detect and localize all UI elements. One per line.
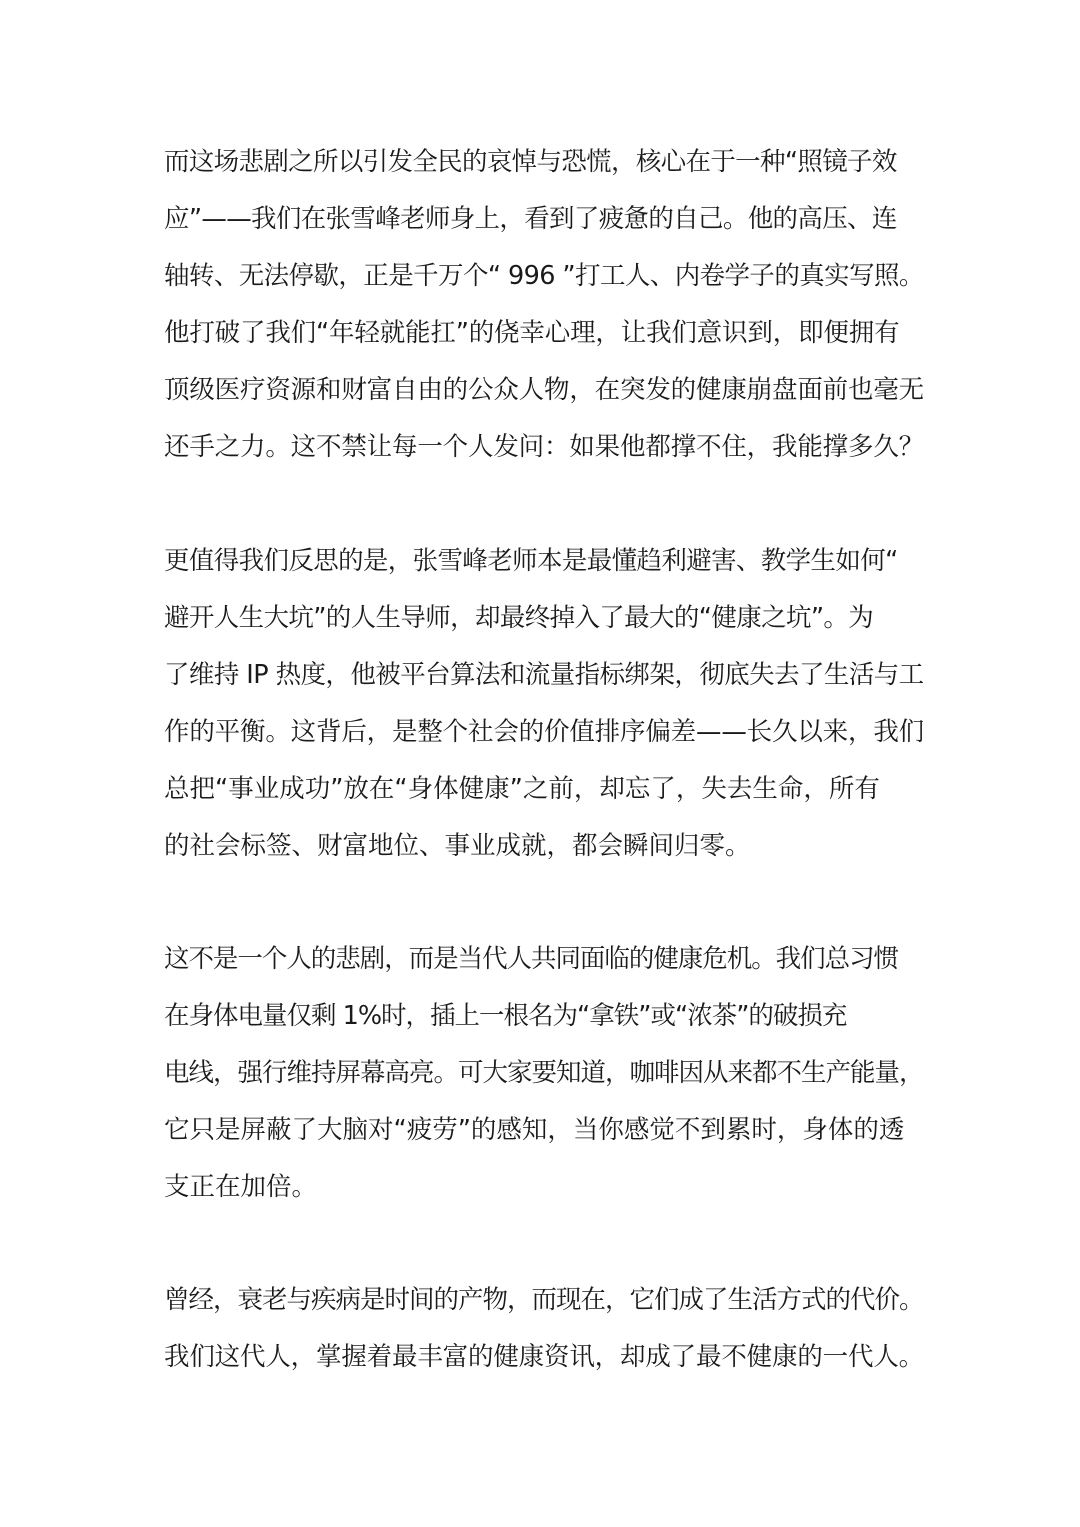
text-line: 更值得我们反思的是，张雪峰老师本是最懂趋利避害、教学生如何“ xyxy=(164,546,898,576)
text-line: 应”——我们在张雪峰老师身上，看到了疲惫的自己。他的高压、连 xyxy=(164,204,897,234)
text-line: 轴转、无法停歇，正是千万个“ 996 ”打工人、内卷学子的真实写照。 xyxy=(164,261,924,291)
text-line: 支正在加倍。 xyxy=(164,1172,318,1202)
text-line: 他打破了我们“年轻就能扛”的侥幸心理，让我们意识到，即便拥有 xyxy=(164,318,900,348)
text-line: 电线，强行维持屏幕高亮。可大家要知道，咖啡因从来都不生产能量， xyxy=(164,1058,924,1088)
text-line: 总把“事业成功”放在“身体健康”之前，却忘了，失去生命，所有 xyxy=(164,774,880,804)
text-line: 顶级医疗资源和财富自由的公众人物，在突发的健康崩盘面前也毫无 xyxy=(164,375,925,405)
text-line: 避开人生大坑”的人生导师，却最终掉入了最大的“健康之坑”。为 xyxy=(164,603,874,633)
text-line: 了维持 IP 热度，他被平台算法和流量指标绑架，彻底失去了生活与工 xyxy=(164,660,924,690)
text-line: 我们这代人，掌握着最丰富的健康资讯，却成了最不健康的一代人。 xyxy=(164,1342,925,1372)
text-line: 作的平衡。这背后，是整个社会的价值排序偏差——长久以来，我们 xyxy=(164,717,925,747)
paragraph-1 xyxy=(164,134,924,476)
paragraph-3 xyxy=(164,931,924,1216)
text-line: 的社会标签、财富地位、事业成就，都会瞬间归零。 xyxy=(164,831,751,861)
text-line: 而这场悲剧之所以引发全民的哀悼与恐慌，核心在于一种“照镜子效 xyxy=(164,147,897,177)
paragraph-4 xyxy=(164,1272,924,1386)
text-line: 在身体电量仅剩 1%时，插上一根名为“拿铁”或“浓茶”的破损充 xyxy=(164,1001,847,1031)
text-line: 这不是一个人的悲剧，而是当代人共同面临的健康危机。我们总习惯 xyxy=(164,944,899,974)
text-line: 曾经，衰老与疾病是时间的产物，而现在，它们成了生活方式的代价。 xyxy=(164,1285,924,1315)
text-line: 它只是屏蔽了大脑对“疲劳”的感知，当你感觉不到累时，身体的透 xyxy=(164,1115,905,1145)
paragraph-2 xyxy=(164,533,924,875)
text-line: 还手之力。这不禁让每一个人发问：如果他都撑不住，我能撑多久？ xyxy=(164,432,925,462)
